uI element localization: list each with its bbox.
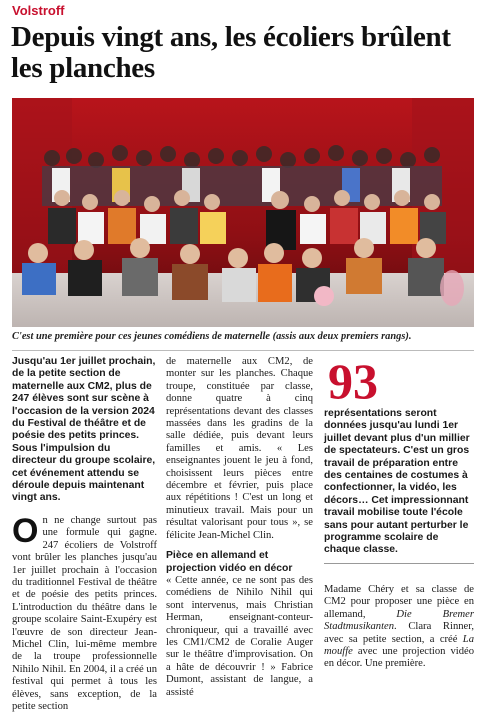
pullquote-rule xyxy=(324,563,474,564)
article-lead: Jusqu'au 1er juillet prochain, de la petite section de maternelle aux CM2, plus de 247 élèves sont sur scène à l'occasion de la version 2024 du Festival de théâtre et de poésie des petits princes. Sous l'impulsion du directeur du groupe scolaire, cet événement attendu se déroule depuis maintenant vingt ans. xyxy=(12,356,156,504)
divider xyxy=(12,350,474,351)
body-text-4a: Madame Chéry et sa classe de CM2 pour proposer une pièce en allemand, xyxy=(324,583,474,620)
body-paragraph-2: de maternelle aux CM2, de monter sur les planches. Chaque troupe, constituée par classe, donne quatre à cinq représentations devant des classes massées dans les gradins de la salle dédiée, puis devant leurs familles et amis. « Les enseignantes jouent le jeu à fond, choisissent leurs pièces entre décembre et février, puis place aux répétitions ! C'est un long et minutieux travail. Mais pour un résultat valorisant pour tous », se félicite Jean-Michel Clin. xyxy=(166,356,313,541)
body-text-1: n ne change surtout pas une formule qui gagne. 247 écoliers de Volstroff vont brûler les planches jusqu'au 1er juillet prochain à l'occasion du traditionnel Festival de théâtre et de poésie des petits princes. L'introduction du théâtre dans le groupe scolaire Saint-Exupéry est l'œuvre de son directeur Jean-Michel Clin, lui-même membre de la troupe professionnelle Nihilo Nihil. En 2004, il a créé un festival qui permet à tous les élèves, sans exception, de la petite section xyxy=(12,514,157,712)
pullquote-number: 93 xyxy=(328,353,378,409)
body-text-4c: avec une projection vidéo en décor. Une première. xyxy=(324,645,474,670)
section-kicker: Volstroff xyxy=(12,3,65,18)
body-text-4b: . Clara Rinner, avec sa petite section, a créé xyxy=(324,621,474,645)
column-2 xyxy=(166,356,313,699)
body-paragraph-3: « Cette année, ce ne sont pas des comédiens de Nihilo Nihil qui sont intervenus, mais Christian Herman, enseignant-conteur-chroniqueur, qui a travaillé avec les CM1/CM2 de Coralie Auger sur le théâtre d'improvisation. On a hâte de découvrir ! » Fabrice Dumont, assistant de langue, a assisté xyxy=(166,574,313,698)
article-photo xyxy=(12,98,474,327)
play-title-1: Die Bremer Stadtmusikanten xyxy=(324,608,475,633)
pullquote-text: représentations seront données jusqu'au lundi 1er juillet devant plus d'un millier de spectateurs. C'est un gros travail de préparation entre des centaines de costumes à confectionner, la vidéo, les décors… Cet impressionnant travail mobilise toute l'école sans pour autant perturber le programme scolaire de chaque classe. xyxy=(324,408,470,556)
dropcap: O xyxy=(12,511,39,550)
subheading: Pièce en allemand et projection vidéo en décor xyxy=(166,550,293,574)
column-1 xyxy=(12,356,157,713)
article-headline: Depuis vingt ans, les écoliers brûlent les planches xyxy=(11,21,451,84)
group-photo-illustration xyxy=(12,98,474,327)
body-paragraph-1 xyxy=(12,511,157,713)
play-title-2: La mouffe xyxy=(324,633,474,657)
body-paragraph-4 xyxy=(324,584,474,671)
photo-caption: C'est une première pour ces jeunes comédiens de maternelle (assis aux deux premiers rangs). xyxy=(12,331,412,342)
column-3 xyxy=(324,353,475,671)
